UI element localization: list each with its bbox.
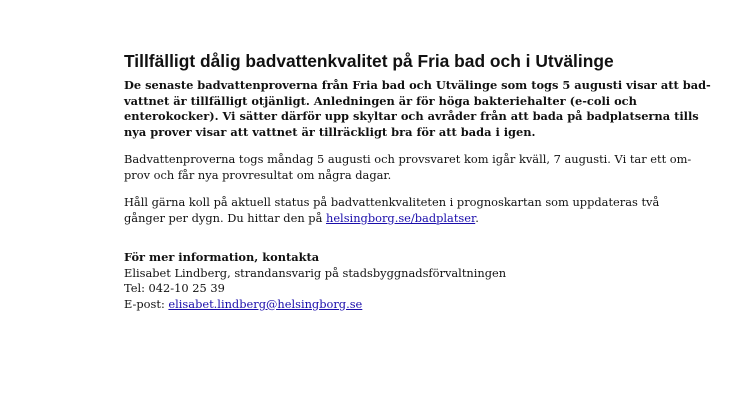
paragraph-line [124,211,654,227]
contact-heading: För mer information, kontakta [124,250,320,264]
sampling-paragraph [124,152,692,183]
contact-name-role: Elisabet Lindberg, strandansvarig på stadsbyggnadsförvaltningen [124,265,507,280]
lead-line: enterokocker). Vi sätter därför upp skyltar och avråder från att bada på badplatserna tills [124,109,699,123]
badplatser-link[interactable]: helsingborg.se/badplatser [325,210,476,225]
lead-paragraph [124,78,711,140]
paragraph-line: prov och får nya provresultat om några dagar. [124,167,392,182]
paragraph-line: Badvattenproverna togs måndag 5 augusti och provsvaret kom igår kväll, 7 augusti. Vi tar ett om- [124,152,692,166]
contact-phone: Tel: 042-10 25 39 [124,281,225,295]
paragraph-text: . [475,210,479,225]
paragraph-text: gånger per dygn. Du hittar den på [124,210,326,225]
contact-email-line [124,297,654,313]
lead-line: nya prover visar att vattnet är tillräckligt bra för att bada i igen. [124,124,536,139]
page-title: Tillfälligt dålig badvattenkvalitet på Fria bad och i Utvälinge [124,51,614,71]
lead-line: De senaste badvattenproverna från Fria bad och Utvälinge som togs 5 augusti visar att bad- [124,78,711,92]
forecast-paragraph [124,195,660,226]
email-link[interactable]: elisabet.lindberg@helsingborg.se [168,296,363,311]
paragraph-line: Håll gärna koll på aktuell status på badvattenkvaliteten i prognoskartan som uppdateras två [124,195,660,209]
lead-line: vattnet är tillfälligt otjänligt. Anledningen är för höga bakteriehalter (e-coli och [124,93,637,108]
email-label: E-post: [124,296,169,311]
press-release [124,50,711,312]
contact-block [124,250,654,312]
